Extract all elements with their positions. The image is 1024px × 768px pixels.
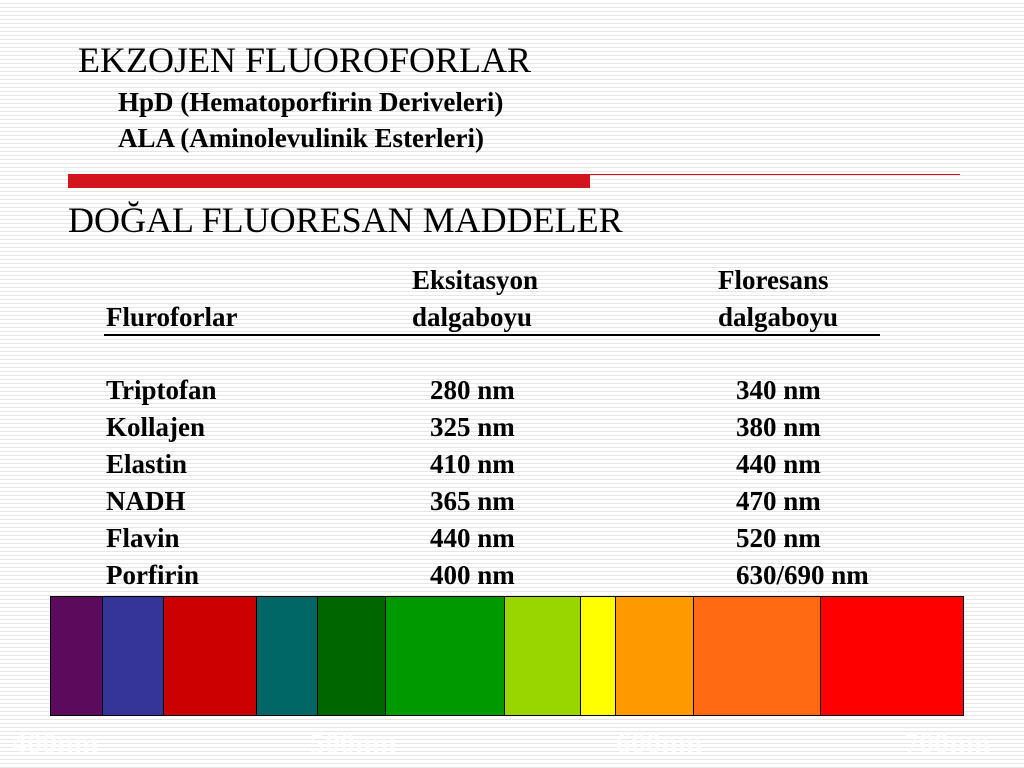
row-excitation: 400 nm [430,560,515,590]
header-name: Fluroforlar [106,302,238,332]
wavelength-label-500: 500nm [310,727,397,760]
spectrum-band [694,597,821,715]
wavelength-label-600: 600nm [616,727,703,760]
row-name: Triptofan [106,375,217,405]
color-spectrum-bar [50,596,964,716]
row-excitation: 325 nm [430,412,515,442]
header-fluorescence-line1: Floresans [718,265,829,295]
spectrum-band [386,597,505,715]
row-name: Porfirin [106,560,199,590]
row-name: NADH [106,486,186,516]
spectrum-band [505,597,581,715]
row-name: Elastin [106,449,188,479]
row-name: Kollajen [106,412,205,442]
spectrum-band [164,597,258,715]
header-fluorescence-line2: dalgaboyu [718,302,839,332]
row-name: Flavin [106,523,180,553]
subtitle-hpd: HpD (Hematoporfirin Deriveleri) [118,87,504,117]
row-fluorescence: 380 nm [736,412,821,442]
header-underline [104,334,880,336]
spectrum-band [318,597,386,715]
spectrum-band [51,597,103,715]
section-title: DOĞAL FLUORESAN MADDELER [68,200,623,240]
header-excitation-line1: Eksitasyon [412,265,539,295]
spectrum-band [581,597,616,715]
page-title: EKZOJEN FLUOROFORLAR [78,40,532,80]
row-fluorescence: 520 nm [736,523,821,553]
divider-thin [590,174,960,175]
spectrum-band [103,597,163,715]
row-excitation: 280 nm [430,375,515,405]
row-fluorescence: 630/690 nm [736,560,869,590]
subtitle-ala: ALA (Aminolevulinik Esterleri) [118,123,484,153]
wavelength-label-700: 700nm [904,727,991,760]
row-fluorescence: 470 nm [736,486,821,516]
row-fluorescence: 440 nm [736,449,821,479]
spectrum-band [257,597,317,715]
divider-thick [68,174,590,188]
header-excitation-line2: dalgaboyu [412,302,533,332]
row-excitation: 410 nm [430,449,515,479]
row-excitation: 440 nm [430,523,515,553]
spectrum-band [616,597,694,715]
spectrum-band [821,597,963,715]
wavelength-label-400: 400nm [12,727,99,760]
row-fluorescence: 340 nm [736,375,821,405]
row-excitation: 365 nm [430,486,515,516]
